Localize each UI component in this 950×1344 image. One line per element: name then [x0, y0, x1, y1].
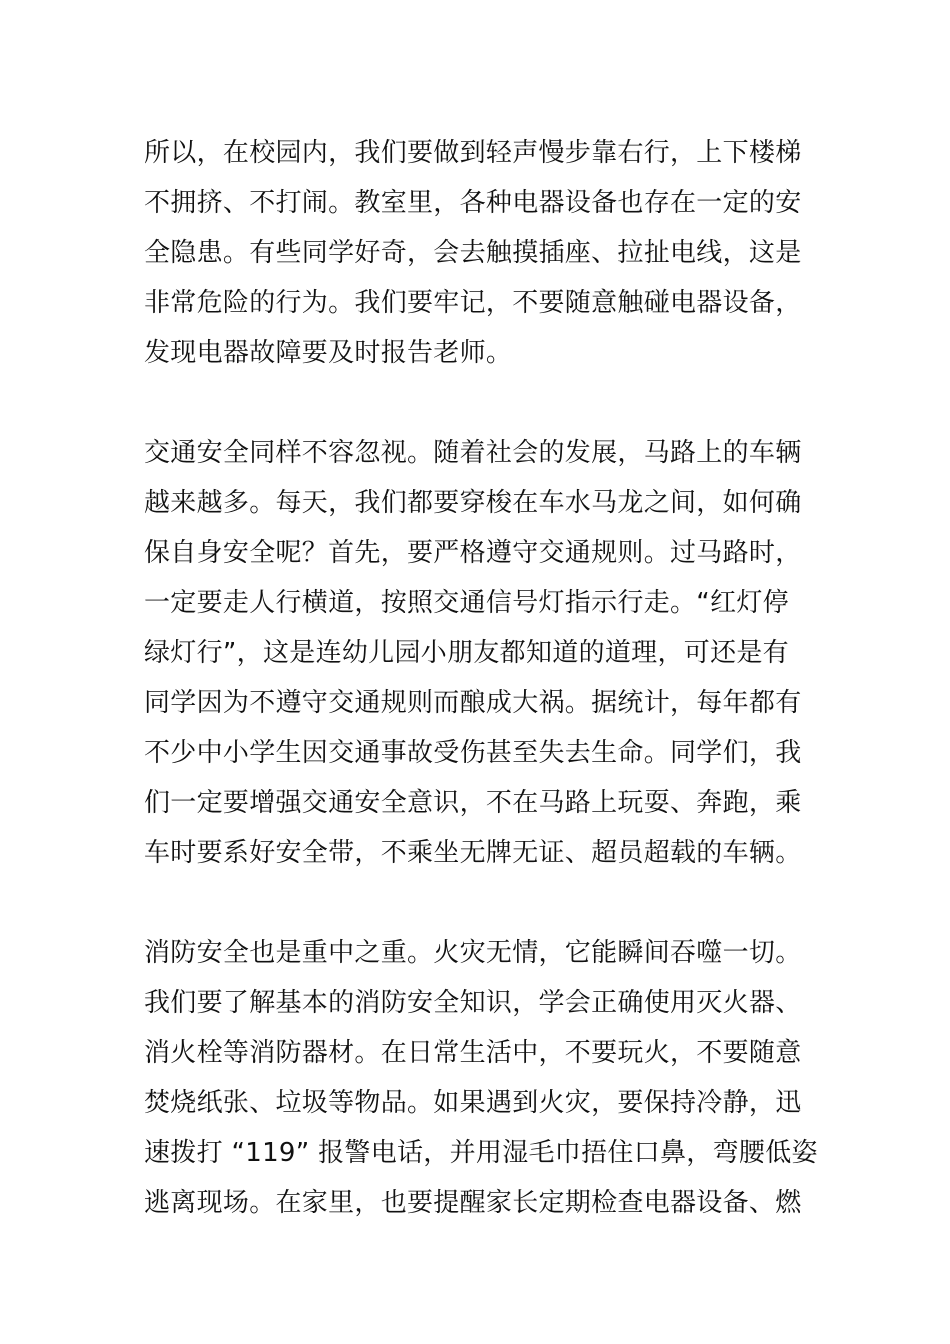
text-line: 不拥挤、不打闹。教室里，各种电器设备也存在一定的安 — [144, 188, 802, 218]
text-line: 逃离现场。在家里，也要提醒家长定期检查电器设备、燃 — [144, 1188, 802, 1218]
text-line: 我们要了解基本的消防安全知识，学会正确使用灭火器、 — [144, 988, 802, 1018]
text-line: 焚烧纸张、垃圾等物品。如果遇到火灾，要保持冷静，迅 — [144, 1088, 802, 1118]
text-line: 消防安全也是重中之重。火灾无情，它能瞬间吞噬一切。 — [144, 938, 802, 968]
text-line: 越来越多。每天，我们都要穿梭在车水马龙之间，如何确 — [144, 488, 802, 518]
paragraph-traffic-safety — [144, 428, 808, 878]
text-line: 们一定要增强交通安全意识，不在马路上玩耍、奔跑，乘 — [144, 788, 802, 818]
text-line: 速拨打 “119” 报警电话，并用湿毛巾捂住口鼻，弯腰低姿 — [144, 1138, 818, 1168]
text-line: 绿灯行”，这是连幼儿园小朋友都知道的道理，可还是有 — [144, 638, 789, 668]
text-line: 全隐患。有些同学好奇，会去触摸插座、拉扯电线，这是 — [144, 238, 802, 268]
text-line: 一定要走人行横道，按照交通信号灯指示行走。“红灯停 — [144, 588, 789, 618]
text-line: 车时要系好安全带，不乘坐无牌无证、超员超载的车辆。 — [144, 838, 802, 868]
text-line: 非常危险的行为。我们要牢记，不要随意触碰电器设备， — [144, 288, 802, 318]
paragraph-fire-safety — [144, 928, 818, 1228]
text-line: 保自身安全呢？首先，要严格遵守交通规则。过马路时， — [144, 538, 802, 568]
text-line: 发现电器故障要及时报告老师。 — [144, 338, 513, 368]
body-text — [144, 128, 818, 1278]
text-line: 同学因为不遵守交通规则而酿成大祸。据统计，每年都有 — [144, 688, 802, 718]
paragraph-campus-safety — [144, 128, 808, 378]
text-line: 所以，在校园内，我们要做到轻声慢步靠右行，上下楼梯 — [144, 138, 802, 168]
text-line: 消火栓等消防器材。在日常生活中，不要玩火，不要随意 — [144, 1038, 802, 1068]
text-line: 交通安全同样不容忽视。随着社会的发展，马路上的车辆 — [144, 438, 802, 468]
text-line: 不少中小学生因交通事故受伤甚至失去生命。同学们，我 — [144, 738, 802, 768]
